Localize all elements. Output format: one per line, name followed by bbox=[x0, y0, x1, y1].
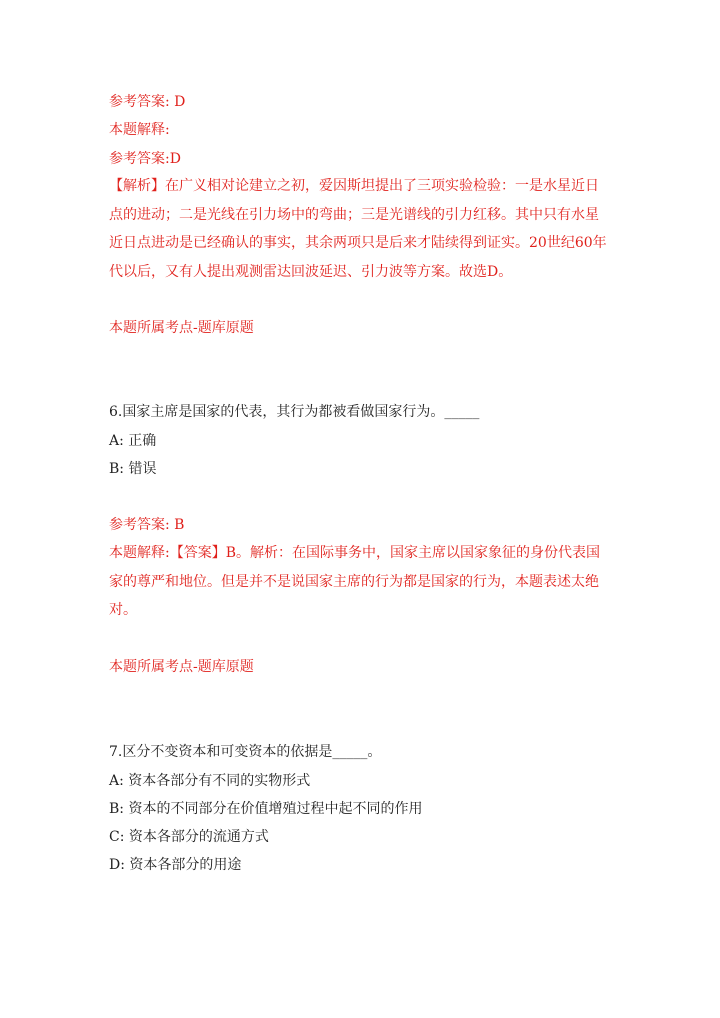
q6-question bbox=[109, 402, 479, 422]
q7-question bbox=[109, 742, 381, 762]
q7-option-c: C: 资本各部分的流通方式 bbox=[109, 829, 269, 845]
q6-option-a: A: 正确 bbox=[109, 433, 157, 449]
q6-source: 本题所属考点-题库原题 bbox=[109, 659, 254, 675]
q6-question-text: 6.国家主席是国家的代表，其行为都被看做国家行为。 bbox=[109, 404, 445, 420]
q7-question-end: 。 bbox=[367, 744, 382, 760]
q5-answer-repeat: 参考答案:D bbox=[109, 151, 181, 167]
q5-explanation-label: 本题解释: bbox=[109, 122, 170, 138]
q6-explanation: 本题解释:【答案】B。解析：在国际事务中，国家主席以国家象征的身份代表国家的尊严和地位。但是并不是说国家主席的行为都是国家的行为，本题表述太绝对。 bbox=[109, 545, 601, 618]
q7-answer-blank: _____ bbox=[332, 744, 368, 760]
q6-answer-blank: _____ bbox=[444, 404, 480, 420]
q5-source: 本题所属考点-题库原题 bbox=[109, 320, 254, 336]
q5-analysis: 【解析】在广义相对论建立之初，爱因斯坦提出了三项实验检验：一是水星近日点的进动；二是光线在引力场中的弯曲；三是光谱线的引力红移。其中只有水星近日点进动是已经确认的事实，其余两项只是后来才陆续得到证实。20世纪60年代以后，又有人提出观测雷达回波延迟、引力波等方案。故选D。 bbox=[109, 178, 607, 280]
q7-option-b: B: 资本的不同部分在价值增殖过程中起不同的作用 bbox=[109, 801, 423, 817]
q7-option-d: D: 资本各部分的用途 bbox=[109, 857, 242, 873]
q7-question-text: 7.区分不变资本和可变资本的依据是 bbox=[109, 744, 333, 760]
q6-answer: 参考答案: B bbox=[109, 517, 185, 533]
q5-answer: 参考答案: D bbox=[109, 94, 186, 110]
q6-option-b: B: 错误 bbox=[109, 461, 157, 477]
q7-option-a: A: 资本各部分有不同的实物形式 bbox=[109, 773, 311, 789]
